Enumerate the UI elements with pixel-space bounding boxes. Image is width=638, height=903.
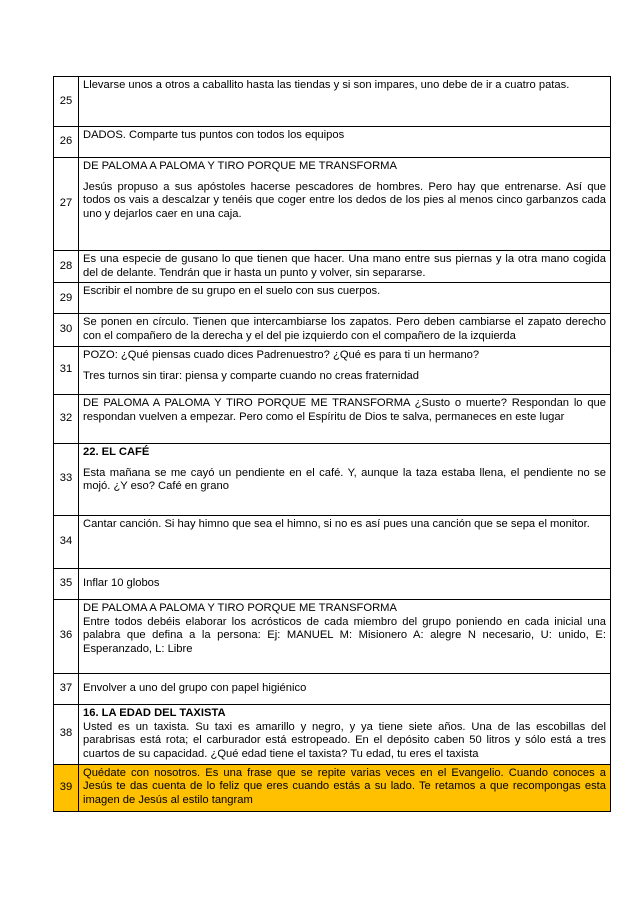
activities-table-body [54, 77, 611, 812]
row-number: 38 [54, 704, 79, 764]
row-text: Cantar canción. Si hay himno que sea el himno, si no es así pues una canción que se sepa el monitor. [83, 517, 590, 530]
row-text: POZO: ¿Qué piensas cuado dices Padrenuestro? ¿Qué es para ti un hermano? [83, 348, 480, 361]
table-row [54, 704, 611, 764]
row-number: 31 [54, 346, 79, 394]
row-description [79, 77, 611, 127]
table-row [54, 394, 611, 443]
row-text: Es una especie de gusano lo que tienen que hacer. Una mano entre sus piernas y la otra mano cogida del de delante. Tendrán que ir hasta un punto y volver, sin separarse. [83, 253, 606, 279]
row-text: Usted es un taxista. Su taxi es amarillo y negro, y ya tiene siete años. Una de las escobillas del parabrisas está rota; el carburador está estropeado. En el depósito caben 50 litros y sólo está a tres cuartos de su capacidad. ¿Qué edad tiene el taxista? Tu edad, tu eres el taxista [83, 720, 606, 760]
table-row [54, 515, 611, 568]
row-number: 32 [54, 394, 79, 443]
row-text: Se ponen en círculo. Tienen que intercambiarse los zapatos. Pero deben cambiarse el zapato derecho con el compañero de la derecha y el del pie izquierdo con el compañero de la izquierda [83, 316, 606, 343]
row-number: 39 [54, 764, 79, 811]
table-row [54, 346, 611, 394]
table-row [54, 568, 611, 599]
row-description [79, 568, 611, 599]
row-number: 30 [54, 314, 79, 346]
row-description [79, 158, 611, 251]
table-row [54, 251, 611, 283]
table-row [54, 158, 611, 251]
row-text: DE PALOMA A PALOMA Y TIRO PORQUE ME TRANSFORMA [83, 160, 397, 172]
row-description [79, 346, 611, 394]
table-row [54, 599, 611, 673]
row-description [79, 764, 611, 811]
row-text: DE PALOMA A PALOMA Y TIRO PORQUE ME TRANSFORMA [83, 601, 397, 614]
row-number: 37 [54, 673, 79, 704]
row-text: Envolver a uno del grupo con papel higiénico [83, 681, 307, 694]
row-text: Inflar 10 globos [83, 576, 160, 589]
row-description [79, 314, 611, 346]
row-description [79, 251, 611, 283]
table-row [54, 443, 611, 515]
row-description [79, 515, 611, 568]
row-description [79, 704, 611, 764]
row-number: 27 [54, 158, 79, 251]
row-number: 33 [54, 443, 79, 515]
row-number: 28 [54, 251, 79, 283]
row-number: 36 [54, 599, 79, 673]
row-text: Jesús propuso a sus apóstoles hacerse pescadores de hombres. Pero hay que entrenarse. Así que todos os vais a descalzar y tenéis que coger entre los dedos de los pies al menos cinco garbanzos cada uno y dejarlos caer en una caja. [83, 180, 606, 221]
activities-table [53, 76, 611, 812]
row-number: 26 [54, 127, 79, 158]
row-text: DE PALOMA A PALOMA Y TIRO PORQUE ME TRANSFORMA ¿Susto o muerte? Respondan lo que respondan vuelven a empezar. Pero como el Espíritu de Dios te salva, permaneces en este lugar [83, 396, 606, 423]
row-description [79, 673, 611, 704]
row-text: Quédate con nosotros. Es una frase que se repite varias veces en el Evangelio. Cuando conoces a Jesús te das cuenta de lo feliz que eres cuando estás a su lado. Te retamos a que recompongas esta imagen de Jesús al estilo tangram [83, 766, 606, 807]
table-row [54, 764, 611, 811]
row-text: Entre todos debéis elaborar los acrósticos de cada miembro del grupo poniendo en cada inicial una palabra que defina a la persona: Ej: MANUEL M: Misionero A: alegre N necesario, U: unido, E: Esperanzado, L: Libre [83, 615, 606, 655]
row-description [79, 394, 611, 443]
row-text: Esta mañana se me cayó un pendiente en el café. Y, aunque la taza estaba llena, el pendiente no se mojó. ¿Y eso? Café en grano [83, 466, 606, 493]
row-number: 35 [54, 568, 79, 599]
row-number: 34 [54, 515, 79, 568]
row-heading: 22. EL CAFÉ [83, 445, 150, 458]
table-row [54, 77, 611, 127]
row-description [79, 443, 611, 515]
row-description [79, 599, 611, 673]
table-row [54, 283, 611, 314]
table-row [54, 314, 611, 346]
row-text: Tres turnos sin tirar: piensa y comparte cuando no creas fraternidad [83, 369, 419, 382]
row-heading: 16. LA EDAD DEL TAXISTA [83, 706, 226, 719]
row-text: DADOS. Comparte tus puntos con todos los equipos [83, 129, 345, 141]
row-description [79, 127, 611, 158]
row-number: 25 [54, 77, 79, 127]
row-text: Escribir el nombre de su grupo en el suelo con sus cuerpos. [83, 285, 381, 298]
row-description [79, 283, 611, 314]
table-row [54, 673, 611, 704]
row-number: 29 [54, 283, 79, 314]
row-text: Llevarse unos a otros a caballito hasta las tiendas y si son impares, uno debe de ir a cuatro patas. [83, 79, 570, 91]
table-row [54, 127, 611, 158]
